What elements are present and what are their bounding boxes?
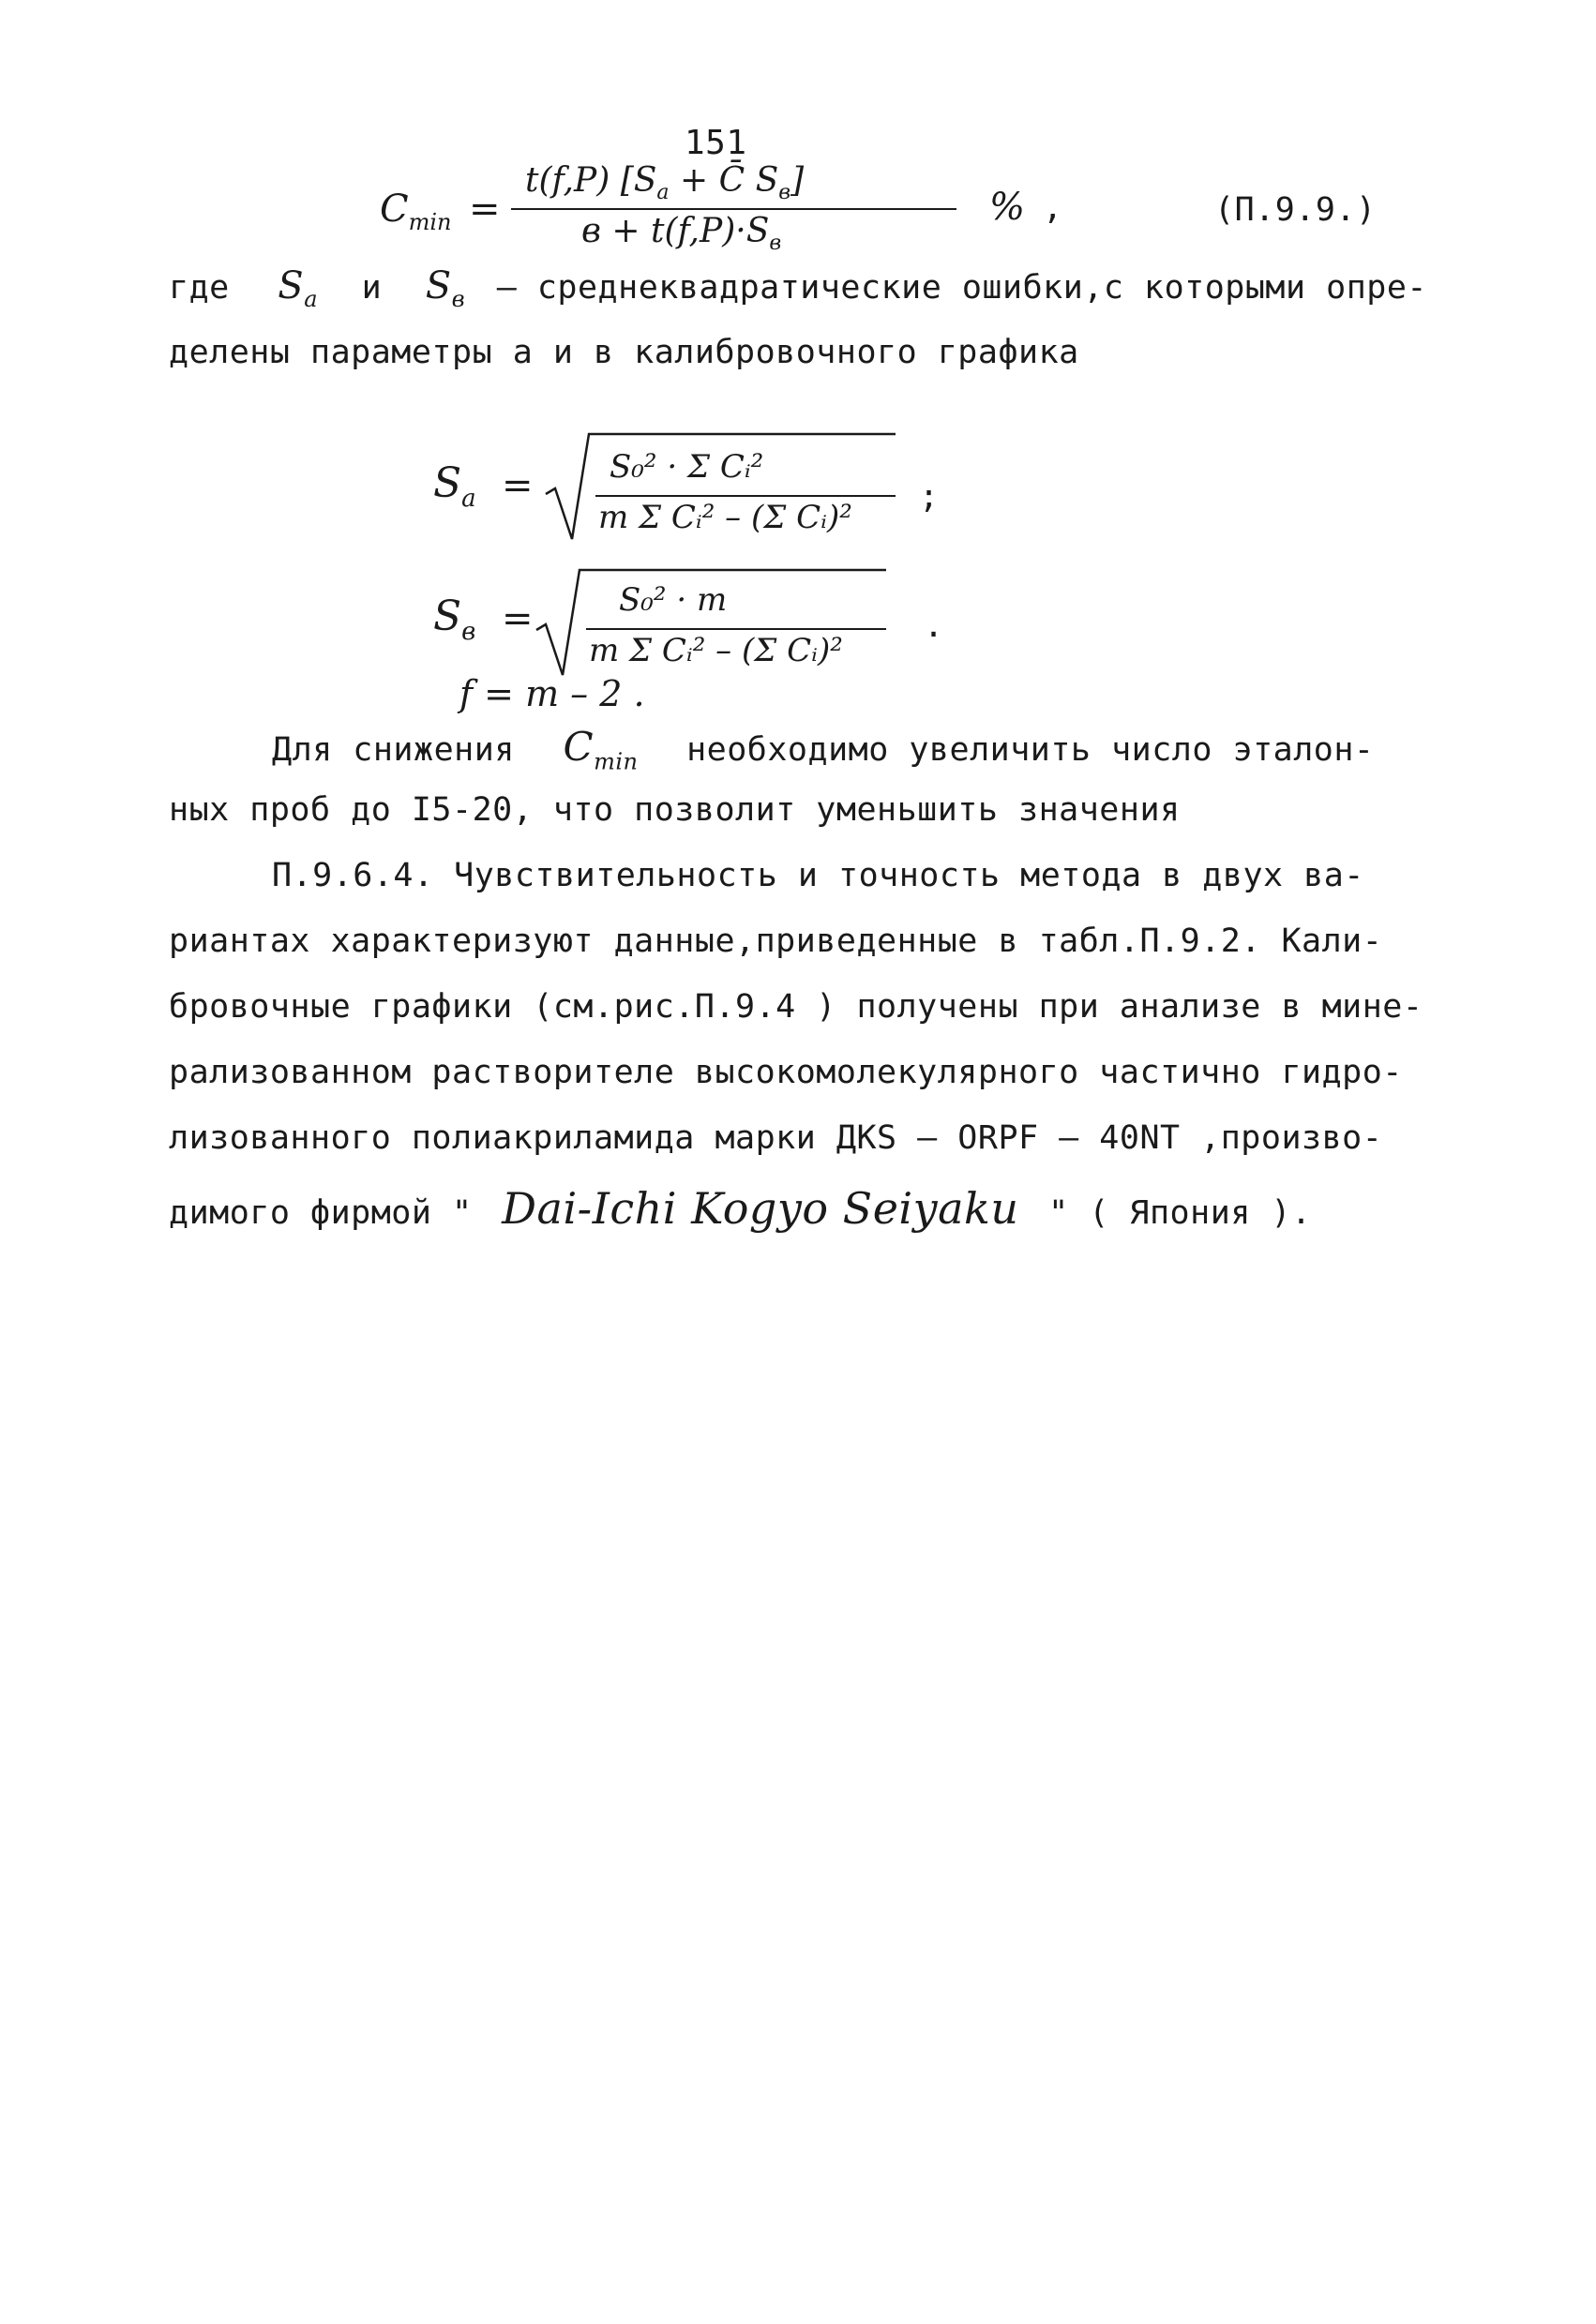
formula-sb-equals: = (502, 597, 534, 640)
formula-f: f = m – 2 . (459, 673, 645, 714)
formula-sb-fraction-bar (586, 628, 886, 630)
formula-sa-denominator: m Σ Cᵢ² – (Σ Cᵢ)² (598, 499, 852, 536)
paragraph2-line5: лизованного полиакриламида марки ДКS – ORPF – 40NT ,произво- (169, 1119, 1383, 1157)
formula-sb-lhs: $S_в$ (433, 592, 476, 646)
paragraph2-line6: димого фирмой " Dai-Ichi Kogyo Seiyaku " ( Япония ). (169, 1183, 1312, 1234)
formula-cmin-lhs: $C_{min}$ (380, 187, 452, 235)
formula-cmin-denominator: $в + t(f,P)\cdot S_в$ (581, 212, 782, 256)
paragraph2-line4: рализованном растворителе высокомолекулярного частично гидро- (169, 1054, 1403, 1091)
formula-cmin-equals: = (469, 187, 501, 231)
formula-cmin-fraction-bar (511, 208, 956, 210)
formula-sb-denominator: m Σ Cᵢ² – (Σ Cᵢ)² (589, 632, 843, 669)
formula-sa-numerator: S₀² · Σ Cᵢ² (610, 448, 764, 486)
paragraph2-line3: бровочные графики (см.рис.П.9.4 ) получены при анализе в мине- (169, 988, 1423, 1026)
formula-sa-punct: ; (919, 478, 940, 516)
text-where-line2: делены параметры а и в калибровочного графика (169, 334, 1079, 371)
formula-cmin-comma: , (1043, 189, 1063, 227)
formula-sa-lhs: $S_a$ (433, 459, 476, 513)
formula-cmin-label: (П.9.9.) (1214, 191, 1377, 229)
formula-cmin-unit: % (989, 186, 1026, 229)
formula-sb-punct: . (924, 607, 944, 645)
page-number: 151 (685, 124, 747, 162)
formula-cmin-numerator: t(f,P) [$S_a$ + C̄ $S_в$] (525, 161, 805, 205)
paragraph2-line2: риантах характеризуют данные,приведенные в табл.П.9.2. Кали- (169, 922, 1383, 960)
paragraph1-line1: Для снижения $C_{min}$ необходимо увеличить число эталон- (272, 724, 1375, 775)
paragraph1-line2: ных проб до I5-20, что позволит уменьшить значения (169, 791, 1181, 829)
company-name-handwritten: Dai-Ichi Kogyo Seiyaku (502, 1183, 1019, 1234)
text-where-line1: где $S_a$ и $S_в$ – среднеквадратические ошибки,с которыми опре- (169, 264, 1428, 312)
formula-sa-equals: = (502, 464, 534, 507)
paragraph2-line1: П.9.6.4. Чувствительность и точность метода в двух ва- (272, 857, 1364, 894)
formula-sb-numerator: S₀² · m (619, 581, 728, 619)
formula-sa-fraction-bar (595, 495, 896, 497)
